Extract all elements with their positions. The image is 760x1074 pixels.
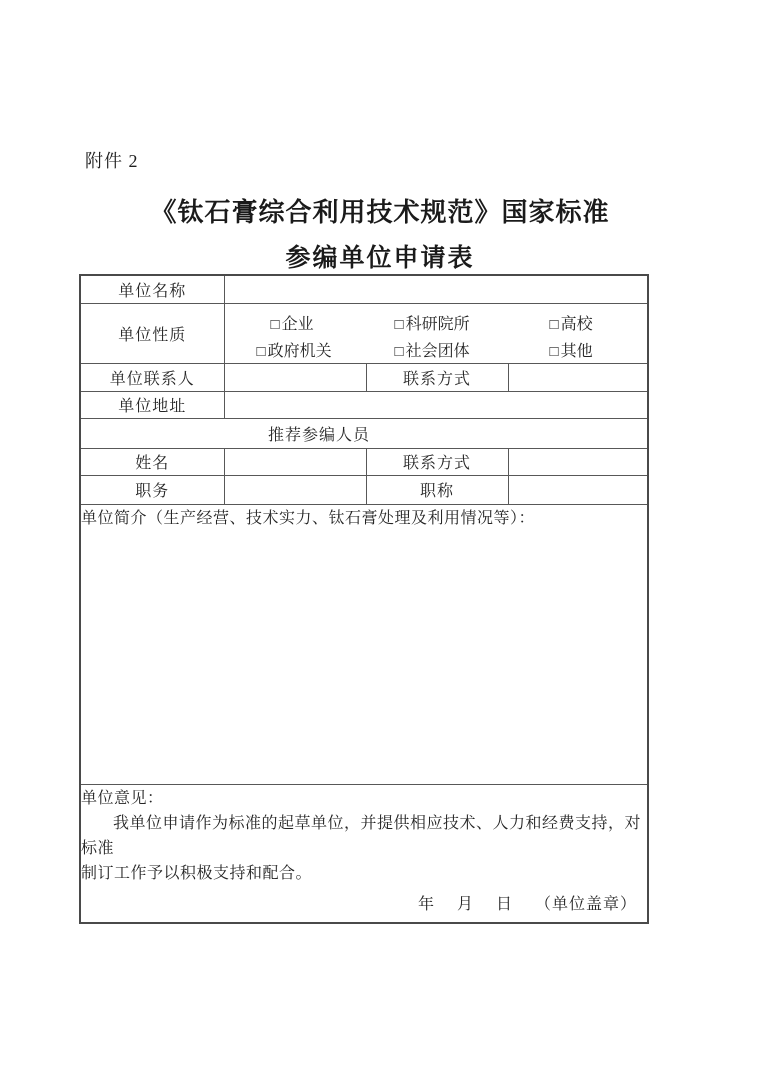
row-person-name [80,448,648,475]
date-month-label: 月 [456,896,474,913]
nature-option-government [257,338,332,361]
unit-seal-label: （单位盖章） [534,896,637,913]
unit-contact-label: 单位联系人 [80,363,224,391]
unit-nature-options-cell [224,303,648,363]
nature-option-social-org [395,338,470,361]
nature-option-label: 政府机关 [267,342,332,360]
checkbox-icon: □ [549,316,559,333]
unit-address-label: 单位地址 [80,391,224,418]
row-unit-intro [80,504,648,784]
checkbox-icon: □ [270,316,280,333]
row-unit-nature [80,303,648,363]
unit-address-value-cell [224,391,648,418]
contact-method-label: 联系方式 [366,363,508,391]
checkbox-icon: □ [549,343,559,360]
unit-contact-value-cell [224,363,366,391]
row-unit-address [80,391,648,418]
person-contact-label: 联系方式 [366,448,508,475]
date-year-label: 年 [417,896,435,913]
person-name-label: 姓名 [80,448,224,475]
unit-opinion-cell [80,784,648,923]
date-day-label: 日 [495,896,513,913]
nature-option-enterprise [271,311,314,334]
unit-opinion-label: 单位意见： [81,789,164,807]
opinion-statement-line2: 制订工作予以积极支持和配合。 [81,864,313,882]
recommend-section-header-cell [80,418,648,448]
row-unit-contact [80,363,648,391]
row-unit-opinion [80,784,648,923]
nature-option-research-institute [395,311,470,334]
unit-name-value-cell [224,275,648,303]
person-name-value-cell [224,448,366,475]
contact-method-value-cell [508,363,648,391]
document-title-line1: 《钛石膏综合利用技术规范》国家标准 [150,197,610,227]
nature-option-label: 企业 [281,315,314,333]
person-title-label: 职称 [366,475,508,504]
attachment-label: 附件 2 [85,151,139,171]
person-position-value-cell [224,475,366,504]
checkbox-icon: □ [256,343,266,360]
nature-option-university [550,311,593,334]
document-title-line2: 参编单位申请表 [285,244,475,272]
row-person-position [80,475,648,504]
unit-intro-cell [80,504,648,784]
person-title-value-cell [508,475,648,504]
row-unit-name [80,275,648,303]
unit-intro-label: 单位简介（生产经营、技术实力、钛石膏处理及利用情况等）： [81,509,536,527]
nature-option-label: 科研院所 [405,315,470,333]
nature-option-other [550,338,593,361]
checkbox-icon: □ [394,343,404,360]
unit-nature-label: 单位性质 [80,303,224,363]
row-recommend-header [80,418,648,448]
opinion-statement-line1: 我单位申请作为标准的起草单位，并提供相应技术、人力和经费支持，对标准 [81,814,642,857]
person-position-label: 职务 [80,475,224,504]
checkbox-icon: □ [394,316,404,333]
recommend-section-header: 推荐参编人员 [267,426,370,444]
nature-option-label: 高校 [560,315,593,333]
application-form-table [79,274,649,924]
nature-option-label: 其他 [560,342,593,360]
unit-name-label: 单位名称 [80,275,224,303]
person-contact-value-cell [508,448,648,475]
date-seal-line [418,891,637,914]
nature-option-label: 社会团体 [405,342,470,360]
